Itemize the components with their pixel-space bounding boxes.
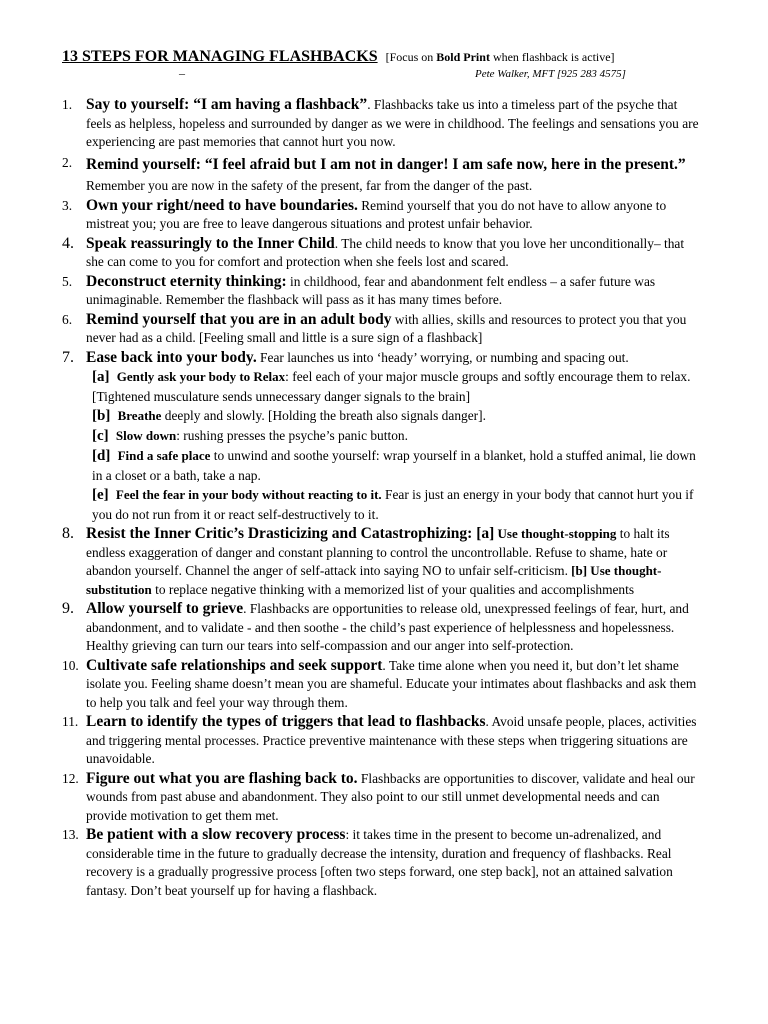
focus-note [386, 50, 615, 64]
step-text: . Flashbacks are opportunities to release old, unexpressed feelings of fear, hurt, and abandonment, and to validate - and then soothe - the child’s past experience of helplessness and hopelessness. Healthy grieving can turn our tears into self-compassion and our anger into self-protection. [86, 601, 689, 653]
author-line: Pete Walker, MFT [925 283 4575] [475, 68, 626, 80]
step-number: 3. [62, 197, 73, 213]
substep-item [92, 367, 702, 406]
step-text: Remind yourself that you do not have to allow anyone to mistreat you; you are free to leave dangerous situations and protest unfair behavior. [86, 197, 667, 231]
step-heading: Resist the Inner Critic’s Drasticizing and Catastrophizing: [a] [86, 525, 495, 542]
substep-label: [e] [92, 487, 109, 503]
step-number: 10. [62, 657, 79, 673]
substep-item [92, 446, 702, 485]
step-text: . The child needs to know that you love her unconditionally– that she can come to you for comfort and protection when she feels lost and scared. [86, 235, 685, 269]
step-heading: Speak reassuringly to the Inner Child [86, 234, 335, 252]
list-item [62, 197, 702, 234]
step-number: 6. [62, 311, 73, 327]
substep-key: Feel the fear in your body without reacting to it. [112, 487, 382, 502]
page-title: 13 STEPS FOR MANAGING FLASHBACKS [62, 48, 378, 65]
title-line [62, 48, 702, 66]
substep-text: : feel each of your major muscle groups and softly encourage them to relax. [Tightened musculature sends unnecessary danger signals to the brain] [92, 369, 691, 404]
step-text: . Avoid unsafe people, places, activities and triggering mental processes. Practice preventive maintenance with these steps when triggering situations are unavoidable. [86, 714, 697, 766]
step-number: 1. [62, 97, 73, 112]
steps-list [62, 96, 702, 900]
header [62, 48, 702, 80]
substep-item [92, 426, 702, 446]
substep-key: Gently ask your body to Relax [113, 369, 286, 384]
step-text: . Flashbacks take us into a timeless part of the psyche that feels as helpless, hopeless and surrounded by danger as we were in childhood. The feelings and sensations you are experiencing are past memories that cannot hurt you now. [86, 97, 699, 149]
step-number: 7. [62, 348, 74, 366]
list-item [62, 273, 702, 310]
list-item [62, 600, 702, 656]
list-item [62, 525, 702, 599]
step-text: to halt its endless exaggeration of danger and constant planning to control the uncontrollable. Refuse to shame, hate or abandon yourself. Channel the anger of self-attack into saying NO to unfair self-criticism. [86, 526, 670, 578]
step-heading: Cultivate safe relationships and seek support [86, 656, 383, 674]
step-heading: Ease back into your body. [86, 348, 257, 366]
step-text: Fear launches us into ‘heady’ worrying, or numbing and spacing out. [256, 349, 629, 365]
step-heading: Remind yourself: “I feel afraid but I am not in danger! I am safe now, here in the present.” [86, 155, 686, 173]
step-text: . Take time alone when you need it, but don’t let shame isolate you. Feeling shame doesn’t mean you are shameful. Educate your intimates about flashbacks and ask them to help you talk and feel your way through them. [86, 657, 697, 710]
step-number: 2. [62, 154, 73, 170]
substep-text: Fear is just an energy in your body that cannot hurt you if you do not run from it or react self-destructively to it. [92, 487, 694, 522]
step-text: : it takes time in the present to become un-adrenalized, and considerable time in the future to gradually decrease the intensity, duration and frequency of flashbacks. Real recovery is a gradually progressive process [often two steps forward, one step back], not an attained salvation fantasy. Don’t beat yourself up for having a flashback. [86, 827, 673, 898]
substep-text: : rushing presses the psyche’s panic button. [176, 428, 408, 443]
list-item [62, 96, 702, 152]
step-heading: Be patient with a slow recovery process [86, 826, 346, 843]
step-number: 13. [62, 827, 79, 842]
list-item [62, 657, 702, 713]
list-item [62, 826, 702, 900]
substep-key: Slow down [112, 428, 177, 443]
step-number: 11. [62, 714, 79, 729]
step-bold-b: [b] Use thought-substitution [86, 563, 662, 597]
step-heading: Say to yourself: “I am having a flashback” [86, 96, 368, 113]
step-text: Flashbacks are opportunities to discover, validate and heal our wounds from past abuse and abandonment. They also point to our still unmet developmental needs and can provide motivation to get them met. [86, 770, 695, 823]
step-text: in childhood, fear and abandonment felt endless – a safer future was unimaginable. Remember the flashback will pass as it has many times before. [86, 273, 656, 307]
step-heading: Remind yourself that you are in an adult body [86, 310, 392, 328]
focus-bold: Bold Print [436, 50, 490, 64]
step-number: 4. [62, 234, 74, 252]
substep-text: deeply and slowly. [Holding the breath also signals danger]. [161, 408, 486, 423]
step-heading: Deconstruct eternity thinking: [86, 272, 287, 290]
substep-key: Breathe [114, 408, 162, 423]
focus-prefix: [Focus on [385, 50, 437, 64]
focus-suffix: when flashback is active] [489, 50, 615, 64]
step-text: with allies, skills and resources to protect you that you never had as a child. [Feeling small and little is a sure sign of a flashback] [86, 311, 687, 345]
list-item [62, 713, 702, 769]
step-text: Remember you are now in the safety of the present, far from the danger of the past. [86, 177, 533, 193]
step-heading: Figure out what you are flashing back to. [86, 769, 358, 787]
list-item [62, 311, 702, 348]
step-text-2: to replace negative thinking with a memorized list of your qualities and accomplishments [151, 581, 635, 597]
step-bold-a: Use thought-stopping [494, 526, 617, 541]
substep-item [92, 485, 702, 524]
list-item [62, 349, 702, 368]
step-number: 8. [62, 525, 74, 542]
substep-text: to unwind and soothe yourself: wrap yourself in a blanket, hold a stuffed animal, lie down in a closet or a bath, take a nap. [92, 448, 696, 483]
substep-item [92, 406, 702, 426]
substep-key: Find a safe place [114, 448, 211, 463]
list-item [62, 770, 702, 826]
list-item [62, 154, 702, 196]
step-heading: Allow yourself to grieve [86, 600, 244, 617]
step-number: 5. [62, 273, 73, 289]
substep-label: [a] [92, 369, 110, 385]
step-number: 9. [62, 600, 74, 617]
substep-label: [d] [92, 448, 111, 464]
substep-label: [c] [92, 428, 109, 444]
dash-mark: – [179, 66, 185, 80]
step-number: 12. [62, 770, 79, 786]
step-heading: Own your right/need to have boundaries. [86, 196, 358, 214]
step-heading: Learn to identify the types of triggers that lead to flashbacks [86, 713, 486, 730]
list-item [62, 235, 702, 272]
substep-label: [b] [92, 408, 111, 424]
